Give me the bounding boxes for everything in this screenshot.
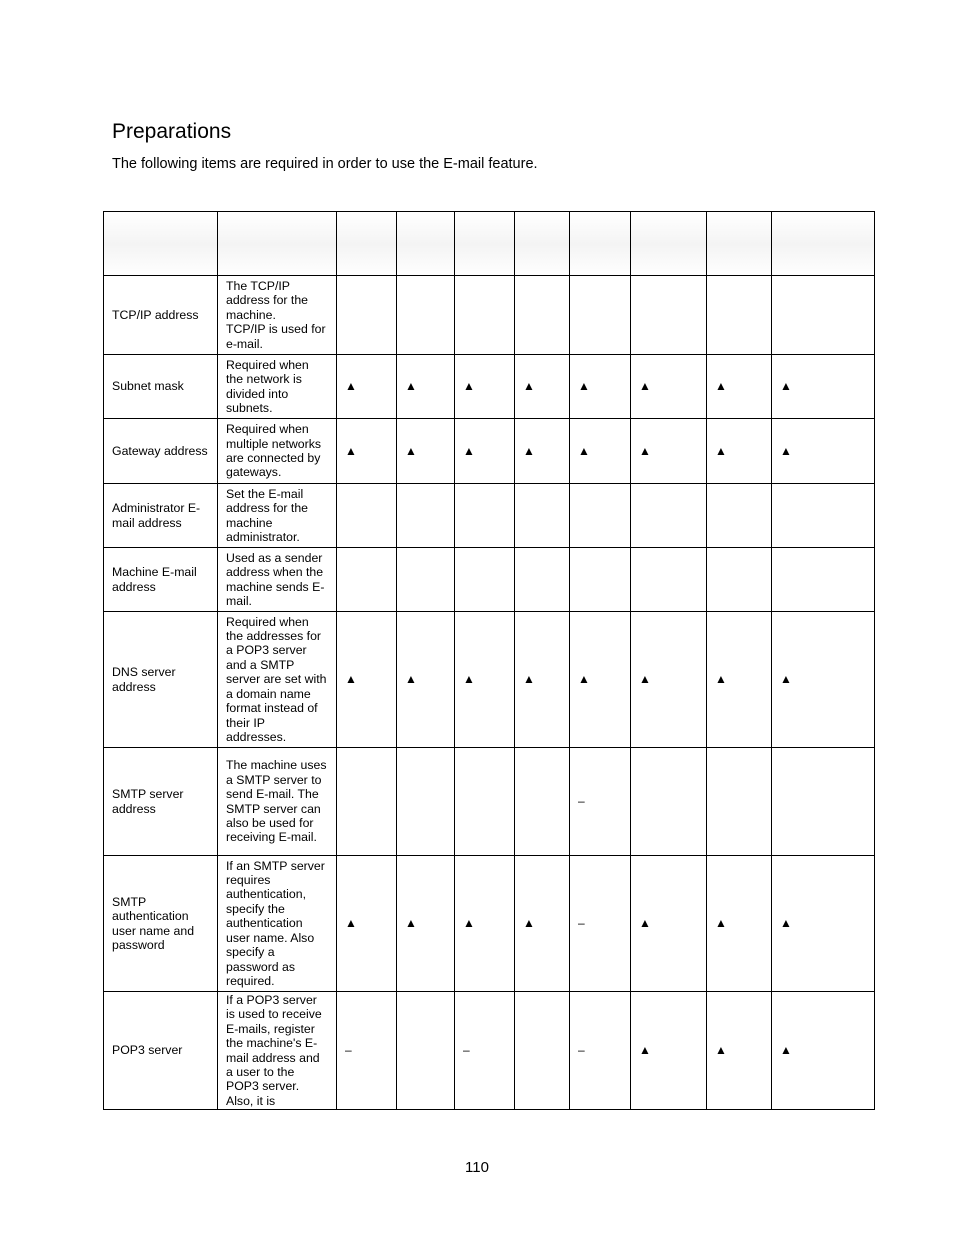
empty-mark-cell — [707, 748, 772, 856]
empty-mark-cell — [397, 548, 455, 612]
empty-mark-cell — [631, 276, 707, 355]
item-name-cell: SMTP server address — [104, 748, 218, 856]
header-cell — [570, 212, 631, 276]
empty-mark-cell — [515, 484, 570, 548]
header-cell — [455, 212, 515, 276]
triangle-mark-cell: ▲ — [515, 355, 570, 419]
empty-mark-cell — [515, 276, 570, 355]
empty-mark-cell — [570, 548, 631, 612]
empty-mark-cell — [455, 276, 515, 355]
triangle-mark-cell: ▲ — [707, 856, 772, 992]
item-description-cell: Set the E-mail address for the machine administrator. — [218, 484, 337, 548]
triangle-mark-cell: ▲ — [631, 419, 707, 484]
item-name-cell: Administrator E-mail address — [104, 484, 218, 548]
requirements-table-body — [104, 276, 875, 1110]
triangle-mark-cell: ▲ — [772, 992, 875, 1110]
triangle-mark-cell: ▲ — [397, 355, 455, 419]
triangle-mark-cell: ▲ — [337, 856, 397, 992]
page-title: Preparations — [112, 120, 232, 143]
empty-mark-cell — [455, 484, 515, 548]
triangle-mark-cell: ▲ — [631, 612, 707, 748]
triangle-mark-cell: ▲ — [397, 419, 455, 484]
triangle-mark-cell: ▲ — [570, 355, 631, 419]
dash-mark-cell: – — [455, 992, 515, 1110]
table-row — [104, 856, 875, 992]
empty-mark-cell — [631, 748, 707, 856]
triangle-mark-cell: ▲ — [772, 856, 875, 992]
empty-mark-cell — [515, 992, 570, 1110]
empty-mark-cell — [570, 276, 631, 355]
empty-mark-cell — [455, 748, 515, 856]
intro-text: The following items are required in order to use the E-mail feature. — [112, 156, 538, 172]
item-description-cell: If a POP3 server is used to receive E-mails, register the machine's E-mail address and a user to the POP3 server. Also, it is — [218, 992, 337, 1110]
empty-mark-cell — [772, 276, 875, 355]
triangle-mark-cell: ▲ — [337, 355, 397, 419]
header-cell — [397, 212, 455, 276]
triangle-mark-cell: ▲ — [707, 612, 772, 748]
triangle-mark-cell: ▲ — [515, 856, 570, 992]
triangle-mark-cell: ▲ — [772, 612, 875, 748]
table-row — [104, 419, 875, 484]
triangle-mark-cell: ▲ — [397, 612, 455, 748]
empty-mark-cell — [515, 548, 570, 612]
triangle-mark-cell: ▲ — [397, 856, 455, 992]
empty-mark-cell — [397, 748, 455, 856]
triangle-mark-cell: ▲ — [707, 355, 772, 419]
header-cell — [631, 212, 707, 276]
item-description-cell: Required when the addresses for a POP3 server and a SMTP server are set with a domain name format instead of their IP addresses. — [218, 612, 337, 748]
triangle-mark-cell: ▲ — [337, 419, 397, 484]
header-cell — [218, 212, 337, 276]
triangle-mark-cell: ▲ — [707, 419, 772, 484]
table-row — [104, 548, 875, 612]
item-description-cell: Used as a sender address when the machine sends E-mail. — [218, 548, 337, 612]
item-name-cell: Subnet mask — [104, 355, 218, 419]
item-description-cell: Required when the network is divided into subnets. — [218, 355, 337, 419]
empty-mark-cell — [707, 484, 772, 548]
empty-mark-cell — [337, 548, 397, 612]
table-header-row — [104, 212, 875, 276]
triangle-mark-cell: ▲ — [337, 612, 397, 748]
triangle-mark-cell: ▲ — [631, 992, 707, 1110]
empty-mark-cell — [337, 748, 397, 856]
empty-mark-cell — [772, 484, 875, 548]
header-cell — [707, 212, 772, 276]
dash-mark-cell: – — [570, 992, 631, 1110]
empty-mark-cell — [397, 992, 455, 1110]
empty-mark-cell — [455, 548, 515, 612]
header-cell — [515, 212, 570, 276]
page-number: 110 — [465, 1159, 489, 1176]
header-cell — [772, 212, 875, 276]
dash-mark-cell: – — [570, 856, 631, 992]
empty-mark-cell — [515, 748, 570, 856]
item-description-cell: The TCP/IP address for the machine. TCP/IP is used for e-mail. — [218, 276, 337, 355]
empty-mark-cell — [707, 276, 772, 355]
item-name-cell: DNS server address — [104, 612, 218, 748]
empty-mark-cell — [631, 484, 707, 548]
triangle-mark-cell: ▲ — [570, 612, 631, 748]
requirements-table — [103, 211, 875, 1110]
triangle-mark-cell: ▲ — [455, 355, 515, 419]
empty-mark-cell — [631, 548, 707, 612]
item-name-cell: TCP/IP address — [104, 276, 218, 355]
item-description-cell: The machine uses a SMTP server to send E-mail. The SMTP server can also be used for receiving E-mail. — [218, 748, 337, 856]
table-row — [104, 748, 875, 856]
triangle-mark-cell: ▲ — [631, 856, 707, 992]
empty-mark-cell — [397, 276, 455, 355]
empty-mark-cell — [337, 276, 397, 355]
item-description-cell: If an SMTP server requires authentication, specify the authentication user name. Also specify a password as required. — [218, 856, 337, 992]
triangle-mark-cell: ▲ — [515, 419, 570, 484]
table-row — [104, 484, 875, 548]
triangle-mark-cell: ▲ — [772, 419, 875, 484]
header-cell — [337, 212, 397, 276]
item-name-cell: Machine E-mail address — [104, 548, 218, 612]
empty-mark-cell — [772, 548, 875, 612]
empty-mark-cell — [337, 484, 397, 548]
triangle-mark-cell: ▲ — [455, 612, 515, 748]
item-name-cell: Gateway address — [104, 419, 218, 484]
triangle-mark-cell: ▲ — [631, 355, 707, 419]
empty-mark-cell — [570, 484, 631, 548]
header-cell — [104, 212, 218, 276]
table-row — [104, 276, 875, 355]
dash-mark-cell: – — [337, 992, 397, 1110]
dash-mark-cell: – — [570, 748, 631, 856]
item-description-cell: Required when multiple networks are connected by gateways. — [218, 419, 337, 484]
table-row — [104, 355, 875, 419]
triangle-mark-cell: ▲ — [707, 992, 772, 1110]
item-name-cell: POP3 server — [104, 992, 218, 1110]
empty-mark-cell — [397, 484, 455, 548]
empty-mark-cell — [772, 748, 875, 856]
table-row — [104, 992, 875, 1110]
triangle-mark-cell: ▲ — [570, 419, 631, 484]
table-row — [104, 612, 875, 748]
triangle-mark-cell: ▲ — [515, 612, 570, 748]
triangle-mark-cell: ▲ — [455, 419, 515, 484]
empty-mark-cell — [707, 548, 772, 612]
triangle-mark-cell: ▲ — [455, 856, 515, 992]
triangle-mark-cell: ▲ — [772, 355, 875, 419]
item-name-cell: SMTP authentication user name and password — [104, 856, 218, 992]
